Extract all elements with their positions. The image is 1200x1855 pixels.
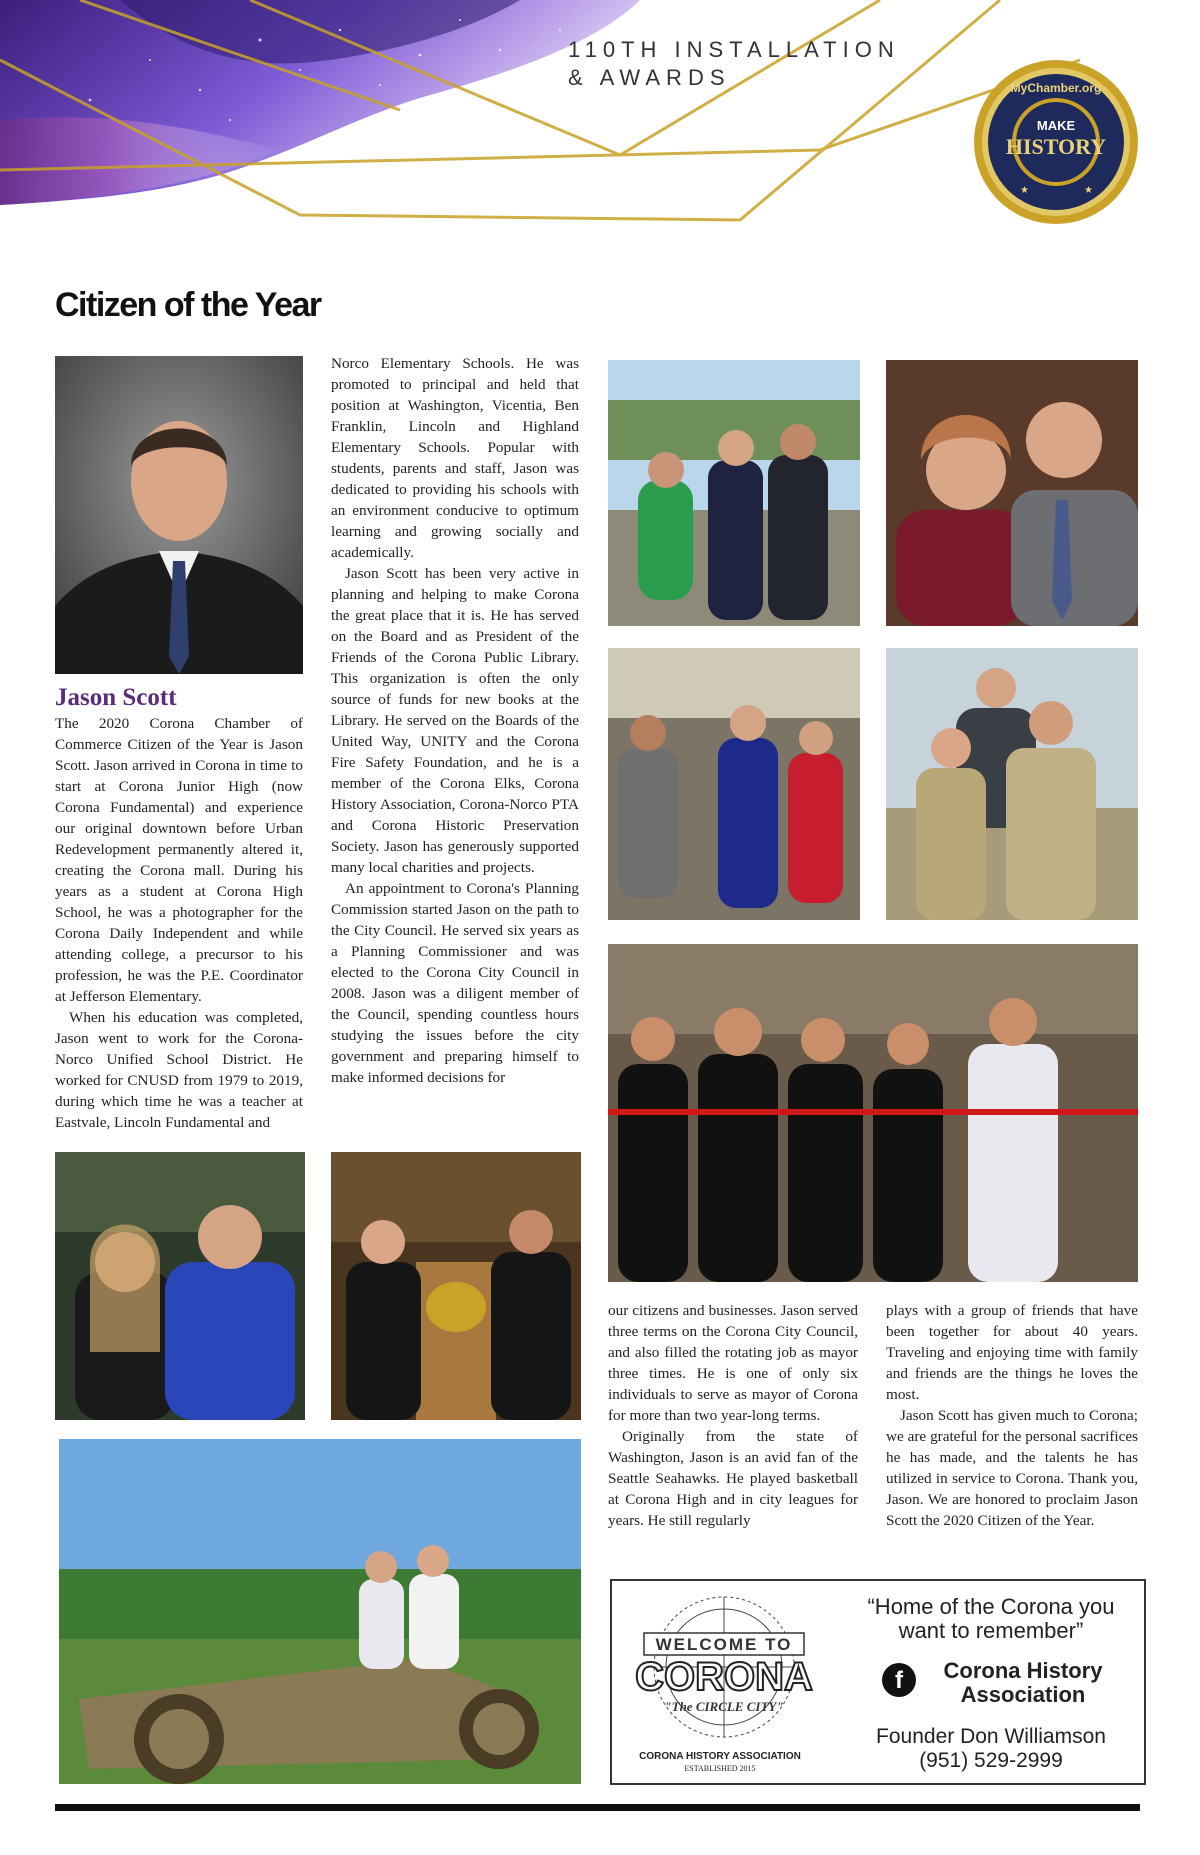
ad-phone: (951) 529-2999 <box>919 1749 1063 1772</box>
photo-handshake-plaque <box>331 1152 581 1420</box>
ad-tagline: “Home of the Corona you want to remember” <box>867 1594 1115 1643</box>
paragraph: An appointment to Corona's Planning Commission started Jason on the path to the City Council. He served six years as a Planning Commissioner and was elected to the Corona City Council in 2008. Jason was a diligent member of the Council, spending countless hours studying the issues before the city government and preparing himself to make informed decisions for <box>331 880 579 1086</box>
photo-store-greeting <box>608 648 860 920</box>
paragraph: Jason Scott has given much to Corona; we are grateful for the personal sacrifices he has made, and the talents he has utilized in service to Corona. Thank you, Jason. We are honored to proclaim Jason Scott the 2020 Citizen of the Year. <box>886 1407 1138 1529</box>
facebook-icon[interactable]: f <box>882 1663 916 1697</box>
logo-corona-text: CORONA <box>635 1655 813 1699</box>
photo-couple-formal <box>886 360 1138 626</box>
photo-holiday-event <box>608 360 860 626</box>
honoree-name: Jason Scott <box>55 684 177 711</box>
paragraph: Norco Elementary Schools. He was promoted to principal and held that position at Washington, Vicentia, Ben Franklin, Lincoln and Highland Elementary Schools. Popular with students, parents and staff, Jason was dedicated to providing his schools with an environment conducive to optimum learning and growing socially and academically. <box>331 355 579 561</box>
seal-year-text: 2020 <box>1041 191 1071 206</box>
event-header-line1: 110TH INSTALLATION <box>568 37 900 62</box>
paragraph: The 2020 Corona Chamber of Commerce Citizen of the Year is Jason Scott. Jason arrived in Corona in time to start at Corona Junior High (now Corona Fundamental) and experience our original downtown before Urban Redevelopment permanently altered it, creating the Corona mall. During his years as a student at Corona High School, he was a photographer for the Corona Daily Independent and while attending college, a precursor to his profession, he was the P.E. Coordinator at Jefferson Elementary. <box>55 715 303 1005</box>
svg-text:★: ★ <box>1084 185 1093 196</box>
photo-antique-car <box>59 1439 581 1784</box>
ad-org-name: Corona History Association <box>943 1658 1103 1707</box>
article-column-1 <box>55 713 303 1133</box>
photo-festival <box>55 1152 305 1420</box>
event-header <box>568 36 900 92</box>
logo-established-text: ESTABLISHED 2015 <box>684 1764 756 1773</box>
seal-top-text: MyChamber.org <box>1010 81 1102 95</box>
photo-scouts <box>886 648 1138 920</box>
article-column-4 <box>886 1300 1138 1531</box>
article-column-2 <box>331 353 579 1088</box>
seal-make-text: MAKE <box>1036 118 1076 133</box>
make-history-seal <box>972 58 1140 226</box>
paragraph: our citizens and businesses. Jason served three terms on the Corona City Council, and also filled the rotating job as mayor three times. He is one of only six individuals to serve as mayor of Corona for more than two year-long terms. <box>608 1302 858 1424</box>
page-title: Citizen of the Year <box>55 286 321 324</box>
bottom-divider <box>55 1804 1140 1811</box>
logo-circle-text: "The CIRCLE CITY" <box>664 1699 784 1714</box>
paragraph: When his education was completed, Jason went to work for the Corona-Norco Unified School District. He worked for CNUSD from 1979 to 2019, during which time he was a teacher at Eastvale, Lincoln Fundamental and <box>55 1009 303 1131</box>
event-header-line2: & AWARDS <box>568 65 731 90</box>
article-column-3 <box>608 1300 858 1531</box>
paragraph: plays with a group of friends that have been together for about 40 years. Traveling and enjoying time with family and friends are the things he loves the most. <box>886 1302 1138 1403</box>
logo-welcome-text: WELCOME TO <box>655 1635 793 1654</box>
corona-history-ad <box>610 1579 1146 1785</box>
portrait-photo <box>55 356 303 674</box>
ad-founder: Founder Don Williamson <box>876 1725 1106 1748</box>
corona-history-logo <box>620 1589 828 1775</box>
logo-org-text: CORONA HISTORY ASSOCIATION <box>639 1751 801 1762</box>
paragraph: Jason Scott has been very active in planning and helping to make Corona the great place that it is. He has served on the Board and as President of the Friends of the Corona Public Library. This organization is often the only source of funds for new books at the Library. He served on the Boards of the United Way, UNITY and the Corona Fire Safety Foundation, and he is a member of the Corona Elks, Corona History Association, Corona-Norco PTA and Corona Historic Preservation Society. Jason has generously supported many local charities and projects. <box>331 565 579 876</box>
seal-history-text: HISTORY <box>1005 134 1107 159</box>
paragraph: Originally from the state of Washington, Jason is an avid fan of the Seattle Seahawks. He played basketball at Corona High and in city leagues for years. He still regularly <box>608 1428 858 1529</box>
photo-ribbon-cutting <box>608 944 1138 1282</box>
svg-text:★: ★ <box>1020 185 1029 196</box>
